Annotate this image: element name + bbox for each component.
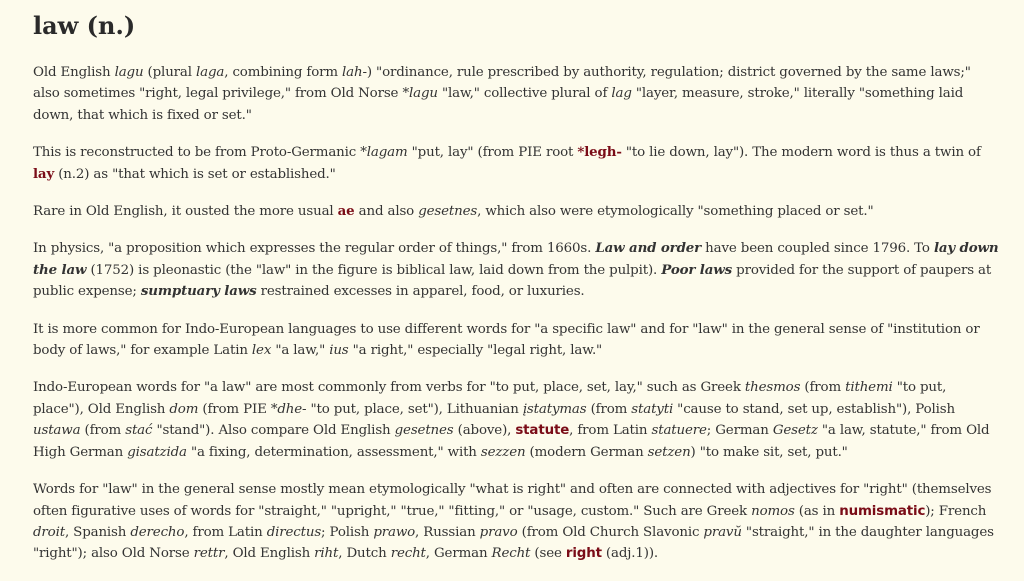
text: , which also were etymologically "something placed or set." [477, 204, 874, 220]
phrase: Poor laws [661, 261, 733, 278]
text: (from [800, 380, 846, 396]
term: įstatymas [522, 401, 587, 417]
text: (n.2) as "that which is set or established." [54, 166, 336, 182]
term: statuere [651, 423, 707, 439]
term: lag [611, 86, 632, 102]
term: droit [33, 524, 65, 540]
link-legh[interactable]: *legh- [577, 144, 622, 161]
text: "a law, statute," from Old High German [33, 423, 990, 460]
text: ); French [925, 503, 987, 519]
link-ae[interactable]: ae [337, 203, 355, 220]
text: "stand"). Also compare Old English [152, 423, 395, 439]
term: dom [169, 401, 199, 417]
term: lex [251, 343, 272, 359]
text: , Spanish [64, 524, 131, 540]
etymology-entry [33, 10, 1001, 581]
text: (see [530, 546, 566, 562]
term: *lagam [360, 145, 408, 161]
term: ustawa [33, 423, 81, 439]
paragraph-1 [33, 62, 1001, 126]
text: (adj.1)). [601, 546, 658, 562]
text: This is reconstructed to be from Proto-Germanic [33, 145, 361, 161]
text: (from PIE [198, 401, 271, 417]
text: (1752) is pleonastic (the "law" in the figure is biblical law, laid down from the pulpit). [86, 262, 662, 278]
term: ius [329, 343, 349, 359]
link-lay[interactable]: lay [33, 165, 55, 182]
term: directus [266, 524, 322, 540]
text: , Old English [224, 546, 315, 562]
text: "straight," in the daughter languages "right"); also Old Norse [33, 524, 994, 562]
term: stać [125, 423, 153, 439]
term: tithemi [845, 380, 893, 396]
text: , German [425, 546, 492, 562]
text: "to lie down, lay"). The modern word is thus a twin of [621, 145, 981, 161]
term: gisatzida [127, 444, 187, 460]
text: "cause to stand, set up, establish"), Polish [673, 401, 955, 417]
text: In physics, "a proposition which expresses the regular order of things," from 1660s. [33, 241, 596, 257]
text: (from [80, 423, 126, 439]
term: laga [196, 65, 225, 80]
term: lah- [342, 65, 367, 80]
paragraph-5 [33, 319, 1001, 362]
text: and also [354, 204, 419, 220]
paragraph-2 [33, 142, 1001, 185]
link-statute[interactable]: statute [515, 423, 570, 439]
term: *dhe- [270, 401, 307, 417]
text: (modern German [525, 444, 648, 460]
text: ; Polish [321, 524, 374, 540]
text: , from Latin [569, 423, 652, 439]
term: *lagu [402, 86, 438, 102]
text: , from Latin [184, 524, 267, 540]
term: nomos [751, 503, 795, 519]
text: , Dutch [338, 546, 391, 562]
term: pravŭ [703, 524, 742, 540]
text: "a law," [271, 343, 330, 359]
text: , combining form [224, 65, 343, 80]
link-right[interactable]: right [565, 546, 602, 562]
phrase: lay down the law [33, 240, 999, 278]
text: (as in [794, 503, 840, 519]
text: have been coupled since 1796. To [701, 241, 934, 257]
link-numismatic[interactable]: numismatic [839, 503, 926, 519]
entry-title: law (n.) [33, 11, 136, 40]
text: "law," collective plural of [437, 86, 612, 102]
text: "to put, place"), Old English [33, 380, 947, 417]
term: sezzen [480, 444, 526, 460]
paragraph-6 [33, 377, 1001, 463]
term: derecho [130, 524, 185, 540]
text: "put, lay" (from PIE root [407, 145, 578, 161]
text: (from Old Church Slavonic [517, 524, 704, 540]
text: restrained excesses in apparel, food, or luxuries. [256, 284, 585, 300]
term: Gesetz [772, 423, 818, 439]
term: prawo [373, 524, 416, 540]
text: "to put, place, set"), Lithuanian [306, 401, 523, 417]
phrase: Law and order [595, 240, 702, 257]
text: ) "ordinance, rule prescribed by authority, regulation; district governed by the same laws;" also sometimes "right, legal privilege," from Old Norse [33, 65, 971, 102]
term: lagu [114, 65, 144, 80]
text: Rare in Old English, it ousted the more usual [33, 204, 338, 220]
text: (above), [453, 423, 516, 439]
term: setzen [647, 444, 691, 460]
text: , Russian [415, 524, 480, 540]
term: gesetnes [394, 423, 454, 439]
text: ; German [706, 423, 773, 439]
text: "a right," especially "legal right, law." [348, 343, 603, 359]
phrase: sumptuary laws [140, 283, 257, 300]
text: Indo-European words for "a law" are most commonly from verbs for "to put, place, set, lay," such as Greek [33, 380, 745, 396]
text: (from [586, 401, 632, 417]
paragraph-7 [33, 479, 1001, 565]
term: statyti [631, 401, 674, 417]
text: (plural [143, 65, 196, 80]
text: Words for "law" in the general sense mostly mean etymologically "what is right" and often are connected with adjectives for "right" (themselves often figurative uses of words for "straight," "upright," "true," "fitting," or "usage, custom." Such are Greek [33, 482, 992, 519]
paragraph-4 [33, 238, 1001, 302]
term: recht [390, 546, 426, 562]
term: thesmos [744, 380, 801, 396]
paragraph-3 [33, 201, 1001, 222]
term: gesetnes [418, 204, 478, 220]
term: rettr [193, 546, 225, 562]
text: provided for the support of paupers at public expense; [33, 262, 992, 300]
text: It is more common for Indo-European languages to use different words for "a specific law" and for "law" in the general sense of "institution or body of laws," for example Latin [33, 321, 980, 359]
text: "layer, measure, stroke," literally "something laid down, that which is fixed or set." [33, 86, 964, 123]
text: Old English [33, 65, 115, 80]
term: riht [314, 546, 339, 562]
text: ) "to make sit, set, put." [690, 444, 848, 460]
term: Recht [491, 546, 531, 562]
term: pravo [479, 524, 518, 540]
text: "a fixing, determination, assessment," with [186, 444, 481, 460]
